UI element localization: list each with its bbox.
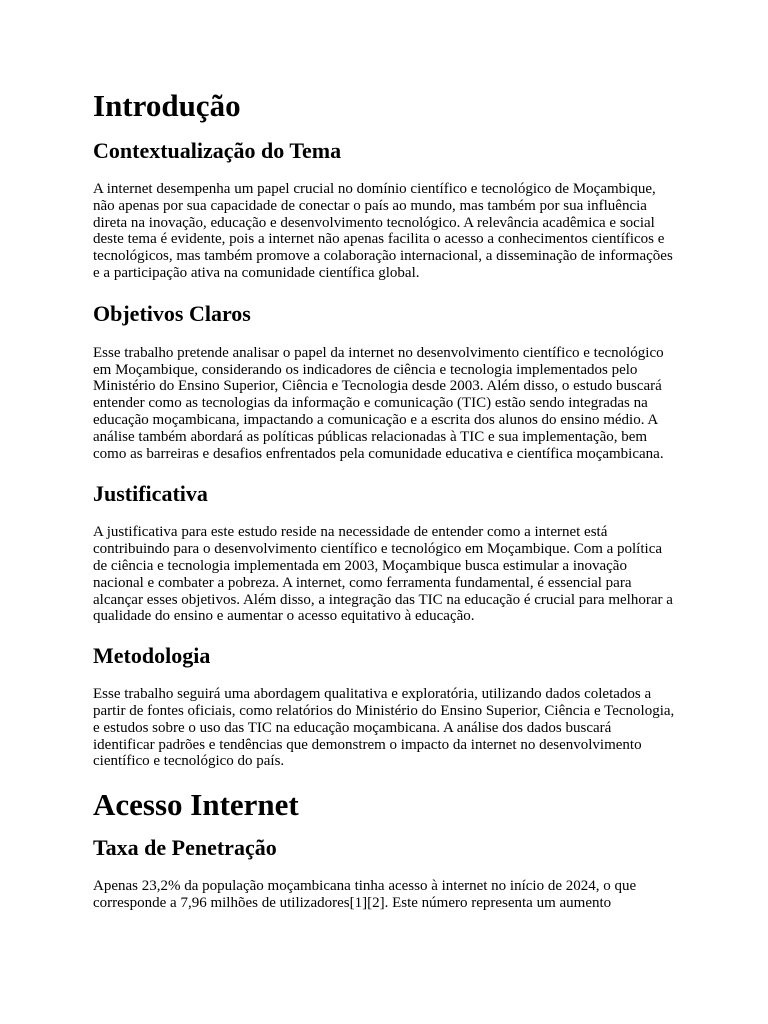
heading-justificativa: Justificativa <box>93 481 208 507</box>
heading-metodologia: Metodologia <box>93 643 211 669</box>
paragraph-metodologia: Esse trabalho seguirá uma abordagem qualitativa e exploratória, utilizando dados coletados a partir de fontes oficiais, como relatórios do Ministério do Ensino Superior, Ciência e Tecnologia, e estudos sobre o uso das TIC na educação moçambicana. A análise dos dados buscará identificar padrões e tendências que demonstrem o impacto da internet no desenvolvimento científico e tecnológico do país. <box>93 686 675 770</box>
heading-introducao: Introdução <box>93 88 241 123</box>
heading-taxa-penetracao: Taxa de Penetração <box>93 835 277 861</box>
heading-contextualizacao: Contextualização do Tema <box>93 138 342 163</box>
paragraph-justificativa: A justificativa para este estudo reside na necessidade de entender como a internet está contribuindo para o desenvolvimento científico e tecnológico em Moçambique. Com a política de ciência e tecnologia implementada em 2003, Moçambique busca estimular a inovação nacional e combater a pobreza. A internet, como ferramenta fundamental, é essencial para alcançar esses objetivos. Além disso, a integração das TIC na educação é crucial para melhorar a qualidade do ensino e aumentar o acesso equitativo à educação. <box>93 524 673 625</box>
paragraph-contextualizacao: A internet desempenha um papel crucial no domínio científico e tecnológico de Moçambique, não apenas por sua capacidade de conectar o país ao mundo, mas também por sua influência direta na inovação, educação e desenvolvimento tecnológico. A relevância acadêmica e social deste tema é evidente, pois a internet não apenas facilita o acesso a conhecimentos científicos e tecnológicos, mas também promove a colaboração internacional, a disseminação de informações e a participação ativa na comunidade científica global. <box>93 181 673 281</box>
heading-objetivos: Objetivos Claros <box>93 300 251 326</box>
paragraph-taxa-penetracao: Apenas 23,2% da população moçambicana tinha acesso à internet no início de 2024, o que corresponde a 7,96 milhões de utilizadores[1][2]. Este número representa um aumento <box>93 878 637 911</box>
paragraph-objetivos: Esse trabalho pretende analisar o papel da internet no desenvolvimento científico e tecnológico em Moçambique, considerando os indicadores de ciência e tecnologia implementados pelo Ministério do Ensino Superior, Ciência e Tecnologia desde 2003. Além disso, o estudo buscará entender como as tecnologias da informação e comunicação (TIC) estão sendo integradas na educação moçambicana, impactando a comunicação e a escrita dos alunos do ensino médio. A análise também abordará as políticas públicas relacionadas à TIC e sua implementação, bem como as barreiras e desafios enfrentados pela comunidade educativa e científica moçambicana. <box>93 344 664 462</box>
heading-acesso-internet: Acesso Internet <box>93 787 299 823</box>
